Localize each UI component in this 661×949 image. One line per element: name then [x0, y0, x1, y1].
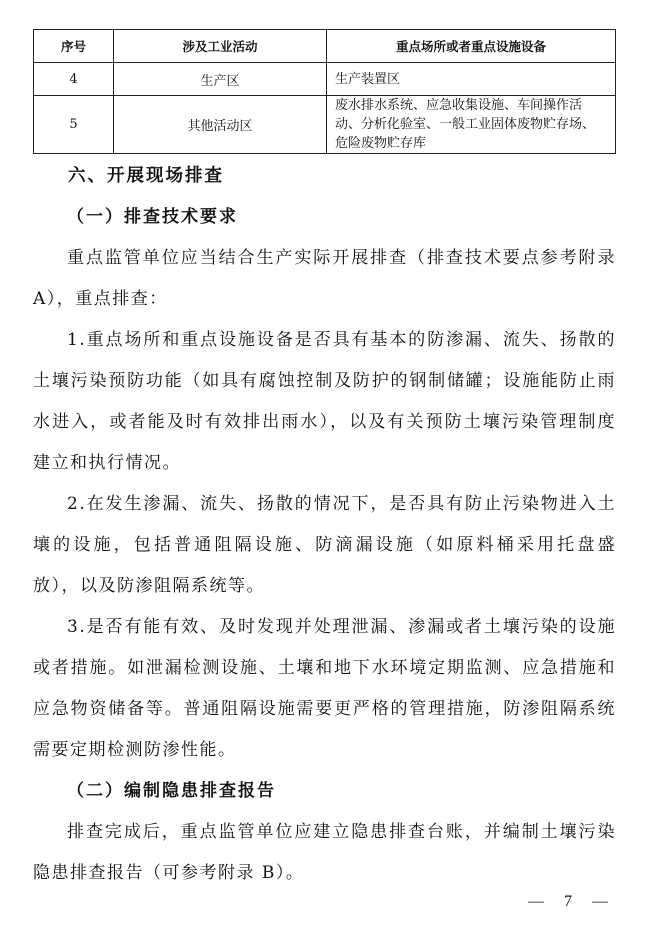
paragraph-end: 排查完成后，重点监管单位应建立隐患排查台账，并编制土壤污染隐患排查报告（可参考附录 B）。 [33, 822, 616, 883]
row-no: 4 [34, 63, 114, 96]
paragraph-item-2: 2.在发生渗漏、流失、扬散的情况下，是否具有防止污染物进入土壤的设施，包括普通阻隔设施、防滴漏设施（如原料桶采用托盘盛放），以及防渗阻隔系统等。 [33, 494, 616, 596]
paragraph-item-3: 3.是否有能有效、及时发现并处理泄漏、渗漏或者土壤污染的设施或者措施。如泄漏检测设施、土壤和地下水环境定期监测、应急措施和应急物资储备等。普通阻隔设施需要更严格的管理措施，防渗阻隔系统需要定期检测防渗性能。 [33, 617, 616, 760]
paragraph-item-1: 1.重点场所和重点设施设备是否具有基本的防渗漏、流失、扬散的土壤污染预防功能（如具有腐蚀控制及防护的钢制储罐；设施能防止雨水进入，或者能及时有效排出雨水），以及有关预防土壤污染管理制度建立和执行情况。 [33, 330, 616, 473]
row-no: 5 [34, 96, 114, 154]
row-facility: 生产装置区 [327, 63, 616, 96]
table-row [34, 63, 616, 96]
row-activity: 生产区 [114, 63, 327, 96]
header-activity: 涉及工业活动 [114, 30, 327, 63]
row-activity: 其他活动区 [114, 96, 327, 154]
header-no: 序号 [34, 30, 114, 63]
subsection-title-1: （一）排查技术要求 [67, 207, 238, 227]
subsection-title-2: （二）编制隐患排查报告 [67, 781, 276, 801]
header-facility: 重点场所或者重点设施设备 [327, 30, 616, 63]
facility-table [33, 29, 616, 154]
row-facility: 废水排水系统、应急收集设施、车间操作活动、分析化验室、一般工业固体废物贮存场、危险废物贮存库 [327, 96, 616, 154]
table-row [34, 96, 616, 154]
document-body [33, 156, 616, 894]
table-header-row [34, 30, 616, 63]
paragraph-intro: 重点监管单位应当结合生产实际开展排查（排查技术要点参考附录 A），重点排查： [33, 248, 616, 309]
section-title: 六、开展现场排查 [68, 166, 224, 186]
page-number: — 7 — [528, 893, 616, 910]
